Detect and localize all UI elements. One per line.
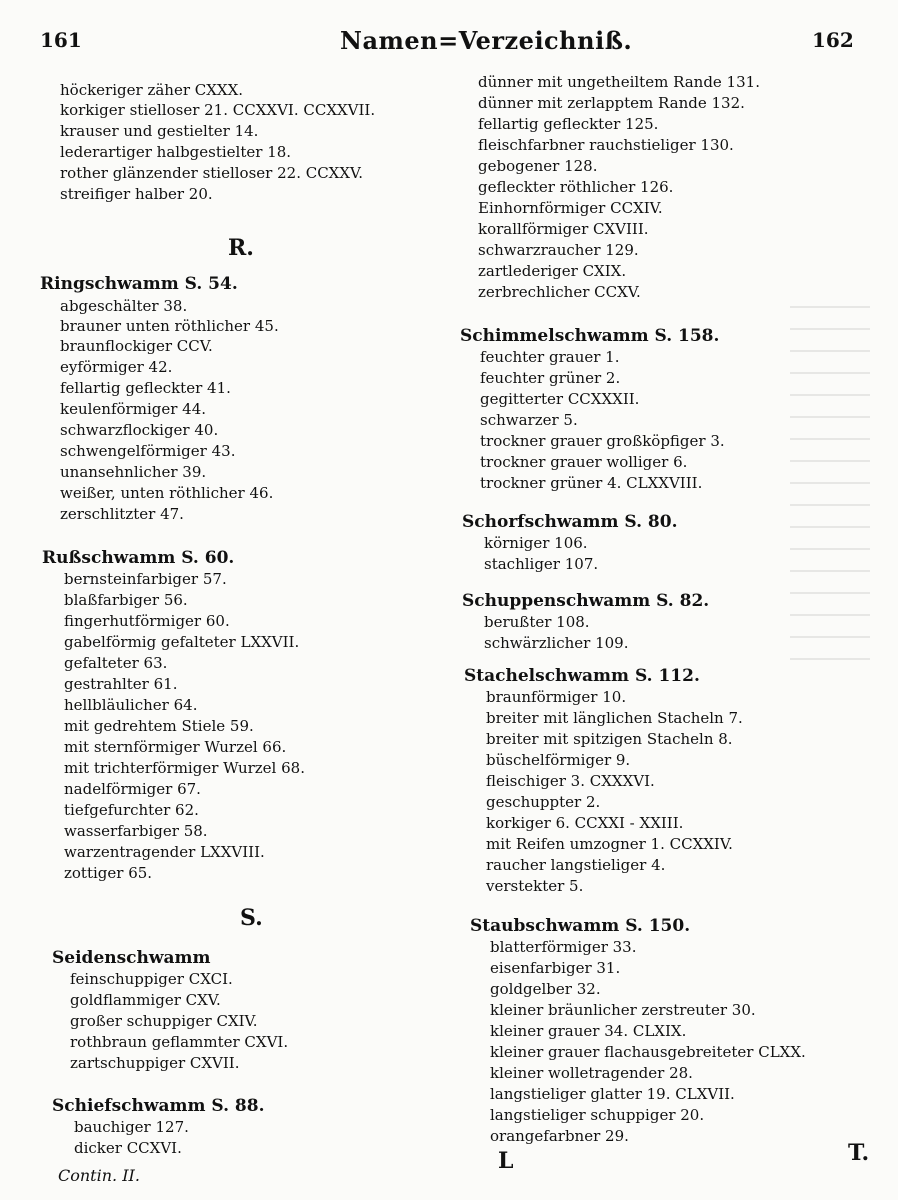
section-letter-r: R.	[228, 235, 254, 261]
signature-mark: L	[498, 1148, 514, 1174]
list-item: gefalteter 63.	[64, 654, 168, 672]
list-item: schwarzer 5.	[480, 411, 578, 429]
list-item: kleiner wolletragender 28.	[490, 1064, 693, 1082]
list-item: stachliger 107.	[484, 555, 599, 573]
list-item: kleiner grauer 34. CLXIX.	[490, 1022, 687, 1040]
list-item: langstieliger schuppiger 20.	[490, 1106, 705, 1124]
list-item: dünner mit zerlapptem Rande 132.	[478, 94, 745, 112]
entry-heading: Schorfschwamm S. 80.	[462, 512, 678, 532]
list-item: dicker CCXVI.	[74, 1139, 182, 1157]
list-item: braunflockiger CCV.	[60, 337, 213, 355]
list-item: rothbraun geflammter CXVI.	[70, 1033, 289, 1051]
entry-heading: Staubschwamm S. 150.	[470, 916, 691, 936]
list-item: mit gedrehtem Stiele 59.	[64, 717, 254, 735]
list-item: dünner mit ungetheiltem Rande 131.	[478, 73, 760, 91]
list-item: rother glänzender stielloser 22. CCXXV.	[60, 164, 364, 182]
list-item: feuchter grauer 1.	[480, 348, 620, 366]
list-item: weißer, unten röthlicher 46.	[60, 484, 274, 502]
entry-heading: Schuppenschwamm S. 82.	[462, 591, 710, 611]
page-title: Namen=Verzeichniß.	[340, 26, 633, 55]
list-item: eyförmiger 42.	[60, 358, 173, 376]
list-item: hellbläulicher 64.	[64, 696, 198, 714]
list-item: schwarzraucher 129.	[478, 241, 639, 259]
list-item: schwärzlicher 109.	[484, 634, 629, 652]
list-item: gegitterter CCXXXII.	[480, 390, 640, 408]
left-page-number: 161	[40, 28, 82, 52]
list-item: fleischiger 3. CXXXVI.	[486, 772, 655, 790]
list-item: blatterförmiger 33.	[490, 938, 637, 956]
list-item: fleischfarbner rauchstieliger 130.	[478, 136, 734, 154]
list-item: krauser und gestielter 14.	[60, 122, 259, 140]
list-item: breiter mit länglichen Stacheln 7.	[486, 709, 743, 727]
list-item: goldflammiger CXV.	[70, 991, 221, 1009]
list-item: kleiner grauer flachausgebreiteter CLXX.	[490, 1043, 806, 1061]
entry-heading: Schiefschwamm S. 88.	[52, 1096, 265, 1116]
list-item: bernsteinfarbiger 57.	[64, 570, 227, 588]
list-item: mit Reifen umzogner 1. CCXXIV.	[486, 835, 733, 853]
section-letter-s: S.	[240, 905, 263, 931]
list-item: zerbrechlicher CCXV.	[478, 283, 641, 301]
list-item: goldgelber 32.	[490, 980, 601, 998]
list-item: büschelförmiger 9.	[486, 751, 631, 769]
list-item: körniger 106.	[484, 534, 588, 552]
list-item: mit sternförmiger Wurzel 66.	[64, 738, 287, 756]
list-item: kleiner bräunlicher zerstreuter 30.	[490, 1001, 756, 1019]
list-item: gefleckter röthlicher 126.	[478, 178, 674, 196]
list-item: warzentragender LXXVIII.	[64, 843, 265, 861]
list-item: zerschlitzter 47.	[60, 505, 184, 523]
list-item: trockner grauer großköpfiger 3.	[480, 432, 725, 450]
footer-note: Contin. II.	[58, 1166, 140, 1185]
list-item: gestrahlter 61.	[64, 675, 178, 693]
list-item: eisenfarbiger 31.	[490, 959, 621, 977]
entry-heading: Schimmelschwamm S. 158.	[460, 326, 720, 346]
right-page-number: 162	[812, 28, 854, 52]
list-item: verstekter 5.	[486, 877, 584, 895]
list-item: gabelförmig gefalteter LXXVII.	[64, 633, 300, 651]
list-item: unansehnlicher 39.	[60, 463, 207, 481]
list-item: raucher langstieliger 4.	[486, 856, 666, 874]
list-item: braunförmiger 10.	[486, 688, 627, 706]
list-item: blaßfarbiger 56.	[64, 591, 188, 609]
list-item: lederartiger halbgestielter 18.	[60, 143, 292, 161]
list-item: zartschuppiger CXVII.	[70, 1054, 240, 1072]
list-item: geschuppter 2.	[486, 793, 601, 811]
list-item: brauner unten röthlicher 45.	[60, 317, 279, 335]
list-item: Einhornförmiger CCXIV.	[478, 199, 663, 217]
entry-heading: Ringschwamm S. 54.	[40, 274, 238, 294]
list-item: zartlederiger CXIX.	[478, 262, 627, 280]
list-item: schwengelförmiger 43.	[60, 442, 236, 460]
list-item: langstieliger glatter 19. CLXVII.	[490, 1085, 735, 1103]
list-item: orangefarbner 29.	[490, 1127, 629, 1145]
list-item: fellartig gefleckter 125.	[478, 115, 659, 133]
list-item: korkiger 6. CCXXI - XXIII.	[486, 814, 684, 832]
list-item: tiefgefurchter 62.	[64, 801, 199, 819]
entry-heading: Stachelschwamm S. 112.	[464, 666, 700, 686]
list-item: abgeschälter 38.	[60, 297, 188, 315]
list-item: breiter mit spitzigen Stacheln 8.	[486, 730, 733, 748]
list-item: korkiger stielloser 21. CCXXVI. CCXXVII.	[60, 101, 376, 119]
entry-heading: Seidenschwamm	[52, 948, 211, 968]
list-item: keulenförmiger 44.	[60, 400, 207, 418]
list-item: großer schuppiger CXIV.	[70, 1012, 258, 1030]
list-item: zottiger 65.	[64, 864, 153, 882]
list-item: höckeriger zäher CXXX.	[60, 81, 244, 99]
list-item: berußter 108.	[484, 613, 590, 631]
list-item: feuchter grüner 2.	[480, 369, 621, 387]
show-through-bleed	[790, 300, 870, 660]
list-item: feinschuppiger CXCI.	[70, 970, 233, 988]
list-item: trockner grüner 4. CLXXVIII.	[480, 474, 703, 492]
list-item: korallförmiger CXVIII.	[478, 220, 649, 238]
list-item: trockner grauer wolliger 6.	[480, 453, 688, 471]
list-item: nadelförmiger 67.	[64, 780, 201, 798]
list-item: wasserfarbiger 58.	[64, 822, 208, 840]
entry-heading: Rußschwamm S. 60.	[42, 548, 235, 568]
list-item: mit trichterförmiger Wurzel 68.	[64, 759, 305, 777]
list-item: fellartig gefleckter 41.	[60, 379, 231, 397]
catchword: T.	[848, 1140, 870, 1166]
list-item: gebogener 128.	[478, 157, 598, 175]
list-item: bauchiger 127.	[74, 1118, 189, 1136]
list-item: streifiger halber 20.	[60, 185, 213, 203]
list-item: schwarzflockiger 40.	[60, 421, 219, 439]
list-item: fingerhutförmiger 60.	[64, 612, 230, 630]
